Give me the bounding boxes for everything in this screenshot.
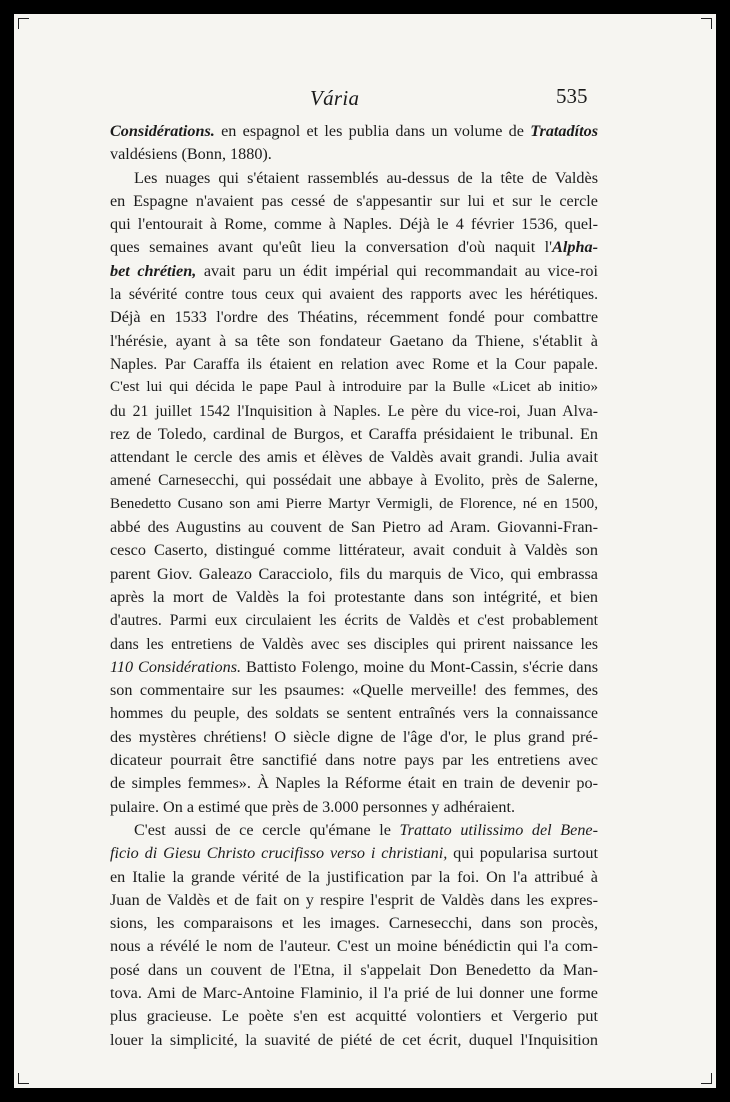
- text-line: nous a révélé le nom de l'auteur. C'est un moine bénédictin qui l'a com-: [110, 937, 598, 956]
- text-line: l'hérésie, ayant à sa tête son fondateur Gaetano da Thiene, s'établit à: [110, 331, 598, 350]
- text-line: après la mort de Valdès la foi protestante dans son intégrité, et bien: [110, 587, 598, 606]
- text-line: du 21 juillet 1542 l'Inquisition à Naples. Le père du vice-roi, Juan Alva-: [110, 402, 598, 420]
- text-line: valdésiens (Bonn, 1880).: [110, 145, 272, 164]
- text-line: 110 Considérations. Battisto Folengo, moine du Mont-Cassin, s'écrie dans: [110, 657, 599, 676]
- text-line: Benedetto Cusano son ami Pierre Martyr Vermigli, de Florence, né en 1500,: [110, 495, 598, 512]
- text-line: plus gracieuse. Le poète s'en est acquitté volontiers et Vergerio put: [110, 1007, 598, 1026]
- text-line: de simples femmes». À Naples la Réforme était en train de devenir po-: [110, 774, 598, 793]
- crop-mark-bottom-left: [18, 1073, 29, 1084]
- paragraph-start-line: C'est aussi de ce cercle qu'émane le Trattato utilissimo del Bene-: [134, 820, 598, 839]
- crop-mark-top-left: [18, 18, 29, 29]
- book-page: [14, 14, 716, 1088]
- text-line: abbé des Augustins au couvent de San Pietro ad Aram. Giovanni-Fran-: [110, 518, 598, 537]
- text-line: parent Giov. Galeazo Caracciolo, fils du marquis de Vico, qui embrassa: [110, 564, 598, 583]
- text-line: la sévérité contre tous ceux qui avaient des rapports avec les hérétiques.: [110, 286, 598, 304]
- text-line: d'autres. Parmi eux circulaient les écrits de Valdès et c'est probablement: [110, 612, 598, 630]
- text-line: attendant le cercle des amis et élèves de Valdès avait grandi. Julia avait: [110, 448, 598, 467]
- text-line: Naples. Par Caraffa ils étaient en relation avec Rome et la Cour papale.: [110, 355, 598, 373]
- crop-mark-bottom-right: [701, 1073, 712, 1084]
- paragraph-start-line: Les nuages qui s'étaient rassemblés au-dessus de la tête de Valdès: [134, 168, 598, 187]
- text-line: cesco Caserto, distingué comme littérateur, avait conduit à Valdès son: [110, 541, 598, 560]
- text-line: qui l'entourait à Rome, comme à Naples. Déjà le 4 février 1536, quel-: [110, 215, 598, 234]
- text-line: louer la simplicité, la suavité de piété de cet écrit, duquel l'Inquisition: [110, 1030, 598, 1049]
- text-line: ques semaines avant qu'eût lieu la conversation d'où naquit l'Alpha-: [110, 238, 598, 257]
- text-line: pulaire. On a estimé que près de 3.000 personnes y adhéraient.: [110, 797, 516, 816]
- text-line: Considérations. en espagnol et les publia dans un volume de Tratadítos: [110, 122, 598, 140]
- text-line: rez de Toledo, cardinal de Burgos, et Caraffa présidaient le tribunal. En: [110, 424, 598, 443]
- page-number: 535: [556, 84, 588, 108]
- text-line: Déjà en 1533 l'ordre des Théatins, récemment fondé pour combattre: [110, 308, 598, 327]
- crop-mark-top-right: [701, 18, 712, 29]
- text-line: Juan de Valdès et de fait on y respire l'esprit de Valdès dans les expres-: [110, 890, 598, 909]
- text-line: dicateur pourrait être sanctifié dans notre pays par les entretiens avec: [110, 751, 598, 770]
- running-title: Vária: [310, 86, 360, 110]
- text-line: en Italie la grande vérité de la justification par la foi. On l'a attribué à: [110, 867, 598, 886]
- text-line: des mystères chrétiens! O siècle digne de l'âge d'or, le plus grand pré-: [110, 727, 598, 746]
- text-line: posé dans un couvent de l'Etna, il s'appelait Don Benedetto da Man-: [110, 960, 598, 979]
- text-line: bet chrétien, avait paru un édit impérial qui recommandait au vice-roi: [110, 261, 598, 280]
- text-line: son commentaire sur les psaumes: «Quelle merveille! des femmes, des: [110, 681, 598, 700]
- text-line: amené Carnesecchi, qui possédait une abbaye à Evolito, près de Salerne,: [110, 472, 598, 490]
- text-line: tova. Ami de Marc-Antoine Flaminio, il l'a prié de lui donner une forme: [110, 983, 598, 1002]
- text-line: en Espagne n'avaient pas cessé de s'appesantir sur lui et sur le cercle: [110, 191, 598, 210]
- text-line: hommes du peuple, des soldats se sentent entraînés vers la connaissance: [110, 705, 598, 723]
- text-line: ficio di Giesu Christo crucifisso verso i christiani, qui popularisa surtout: [110, 844, 598, 863]
- body-text: [110, 120, 598, 1052]
- text-line: C'est lui qui décida le pape Paul à introduire par la Bulle «Licet ab initio»: [110, 379, 598, 396]
- text-line: sions, les comparaisons et les images. Carnesecchi, dans son procès,: [110, 914, 598, 933]
- text-line: dans les entretiens de Valdès avec ses disciples qui prirent naissance les: [110, 635, 598, 653]
